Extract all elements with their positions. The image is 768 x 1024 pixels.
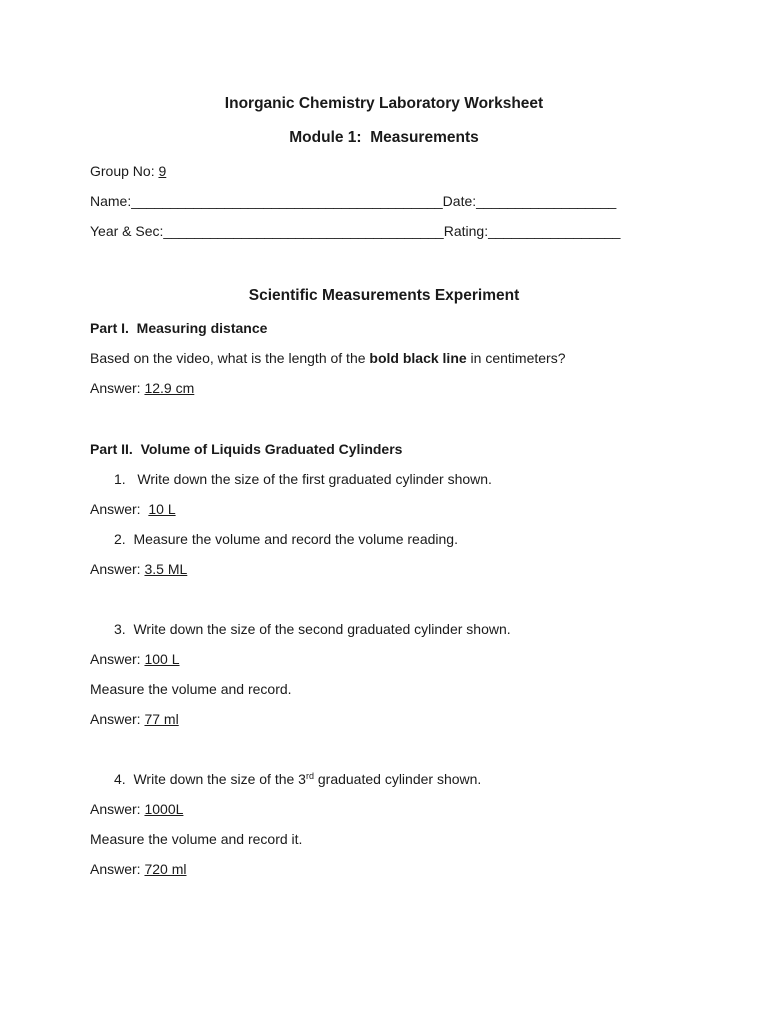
answer-label: Answer: — [90, 711, 145, 727]
answer-label: Answer: — [90, 561, 145, 577]
item-number: 2. — [114, 531, 126, 547]
part2-item-2 — [114, 530, 458, 548]
part2-item-4-followup-answer — [90, 860, 187, 878]
answer-value: 12.9 cm — [144, 380, 195, 396]
group-number-field — [90, 162, 166, 180]
part1-heading: Part I. Measuring distance — [90, 320, 268, 336]
year-rating-line: Year & Sec:____________________________________Rating:_________________ — [90, 223, 621, 239]
item-text-post: graduated cylinder shown. — [313, 771, 482, 787]
experiment-title: Scientific Measurements Experiment — [248, 287, 520, 304]
part2-item-1 — [114, 470, 492, 488]
item-number: 4. — [114, 771, 126, 787]
item-text: Measure the volume and record the volume reading. — [133, 531, 458, 547]
part2-item-4 — [114, 770, 481, 788]
module-title: Module 1: Measurements — [289, 129, 479, 146]
answer-value: 77 ml — [144, 711, 179, 727]
answer-value: 10 L — [148, 501, 176, 517]
answer-value: 720 ml — [144, 861, 187, 877]
item-number: 3. — [114, 621, 126, 637]
item-text: Write down the size of the second graduated cylinder shown. — [133, 621, 511, 637]
answer-label: Answer: — [90, 380, 145, 396]
part1-question-bold: bold black line — [369, 350, 467, 366]
part2-item-3 — [114, 620, 511, 638]
item-text: Write down the size of the first graduated cylinder shown. — [137, 471, 492, 487]
answer-label: Answer: — [90, 801, 145, 817]
item-number: 1. — [114, 471, 126, 487]
part1-answer — [90, 379, 194, 397]
group-value: 9 — [158, 163, 167, 179]
part2-item-3-answer — [90, 650, 180, 668]
answer-label: Answer: — [90, 861, 145, 877]
part2-item-1-answer — [90, 500, 176, 518]
item-text-pre: Write down the size of the 3 — [133, 771, 306, 787]
name-date-line: Name:________________________________________Date:__________________ — [90, 193, 617, 209]
part2-item-3-followup: Measure the volume and record. — [90, 681, 292, 697]
item-text-superscript: rd — [305, 771, 314, 781]
answer-value: 3.5 ML — [144, 561, 188, 577]
answer-value: 100 L — [144, 651, 180, 667]
group-label: Group No: — [90, 163, 159, 179]
answer-value: 1000L — [144, 801, 184, 817]
answer-label: Answer: — [90, 651, 145, 667]
part2-heading: Part II. Volume of Liquids Graduated Cylinders — [90, 441, 403, 457]
part1-question-pre: Based on the video, what is the length of the — [90, 350, 370, 366]
part1-question — [90, 349, 566, 367]
part2-item-3-followup-answer — [90, 710, 179, 728]
worksheet-title: Inorganic Chemistry Laboratory Worksheet — [224, 95, 544, 112]
part2-item-4-answer — [90, 800, 183, 818]
part2-item-4-followup: Measure the volume and record it. — [90, 831, 303, 847]
part2-item-2-answer — [90, 560, 187, 578]
part1-question-post: in centimeters? — [466, 350, 566, 366]
answer-label: Answer: — [90, 501, 149, 517]
